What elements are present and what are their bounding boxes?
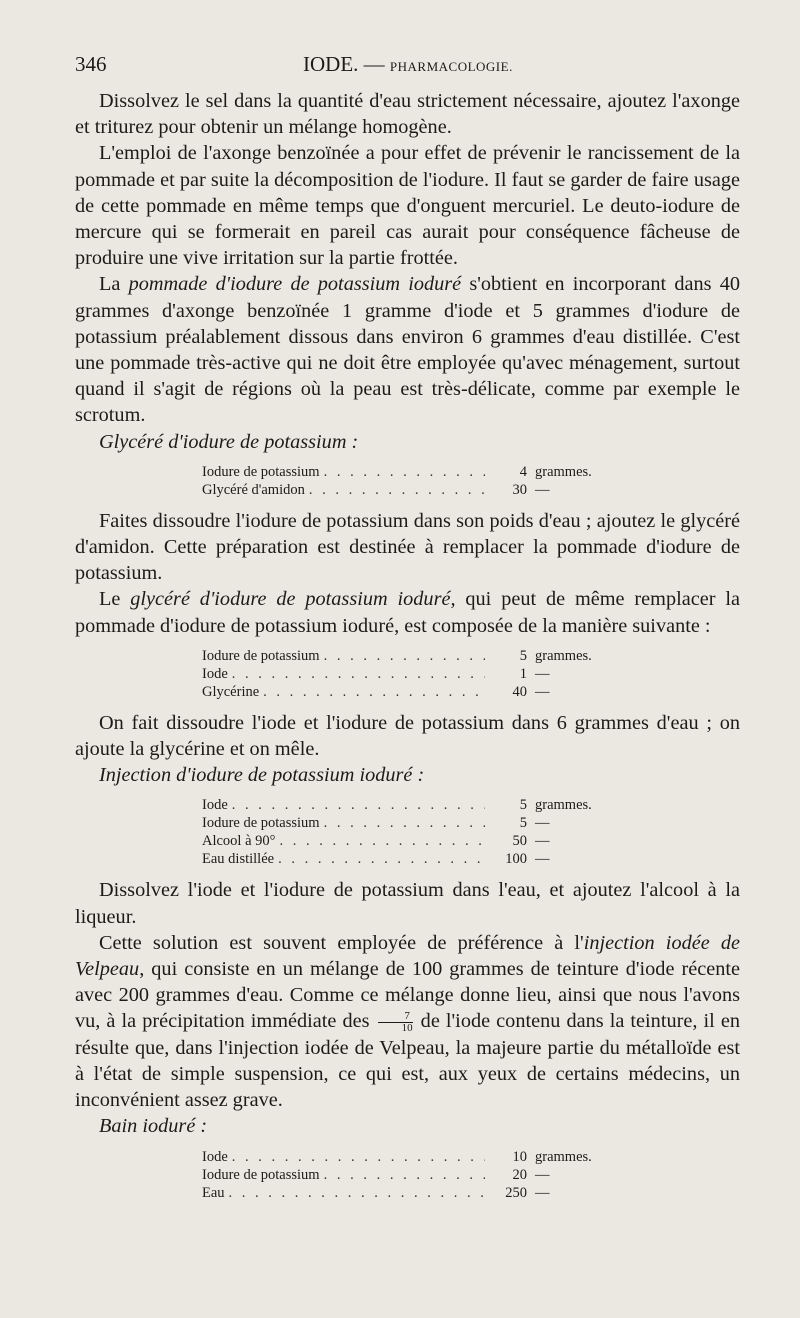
recipe-heading: Injection d'iodure de potassium ioduré : [99, 764, 425, 787]
ingredient-quantity: 20 [512, 1166, 527, 1183]
ingredient-unit: grammes. [535, 1148, 592, 1165]
ingredient-unit: — [535, 815, 550, 832]
ingredient-name: Iode [202, 797, 228, 814]
header-section: PHARMACOLOGIE. [389, 59, 513, 74]
text-run: Cette solution est souvent employée de préférence à l' [99, 931, 584, 954]
ingredient-name: Iodure de potassium [202, 463, 320, 480]
dot-leader [324, 1166, 485, 1184]
ingredient-name: Iodure de potassium [202, 1166, 320, 1183]
ingredient-name: Glycéré d'amidon [202, 481, 305, 498]
dot-leader [279, 832, 485, 850]
recipe-table [202, 463, 607, 499]
ingredient-unit: — [535, 683, 550, 700]
ingredient-name: Eau [202, 1184, 225, 1201]
fraction-numerator: 7 [378, 1011, 413, 1023]
recipe-row [202, 665, 607, 683]
ingredient-unit: grammes. [535, 647, 592, 664]
ingredient-unit: — [535, 1166, 550, 1183]
ingredient-name: Glycérine [202, 683, 260, 700]
ingredient-unit: grammes. [535, 463, 592, 480]
ingredient-quantity: 4 [519, 463, 527, 480]
dot-leader [232, 796, 485, 814]
header-dash: — [363, 52, 385, 76]
ingredient-quantity: 100 [505, 851, 527, 868]
recipe-row [202, 647, 607, 665]
ingredient-unit: — [535, 665, 550, 682]
dot-leader [309, 481, 485, 499]
paragraph: L'emploi de l'axonge benzoïnée a pour effet de prévenir le rancissement de la pommade et par suite la décomposition de l'iodure. Il faut se garder de faire usage de cette pommade en même temps que d'onguent mercuriel. Le deuto-iodure de mercure qui se formerait en pareil cas aurait pour conséquence fâcheuse de produire une vive irritation sur la partie frottée. [75, 142, 740, 270]
page-title [303, 52, 513, 77]
text-run: Le [99, 588, 131, 611]
ingredient-name: Iodure de potassium [202, 815, 320, 832]
recipe-heading: Glycéré d'iodure de potassium : [99, 430, 359, 453]
fraction-denominator: 10 [401, 1022, 413, 1035]
header-title: IODE. [303, 52, 359, 76]
ingredient-unit: — [535, 1184, 550, 1201]
paragraph [75, 930, 740, 1113]
recipe-table [202, 796, 607, 868]
ingredient-quantity: 5 [519, 797, 527, 814]
italic-term: injection iodée de Velpeau [75, 931, 741, 981]
recipe-row [202, 481, 607, 499]
dot-leader [232, 665, 485, 683]
paragraph [75, 271, 740, 428]
dot-leader [324, 647, 485, 665]
ingredient-name: Alcool à 90° [202, 833, 276, 850]
dot-leader [278, 850, 485, 868]
dot-leader [229, 1184, 485, 1202]
text-run: qui peut de même remplacer la pommade d'iodure de potassium ioduré, est composée de la manière suivante : [75, 588, 740, 637]
text-run: La [99, 273, 129, 296]
ingredient-unit: — [535, 833, 550, 850]
ingredient-unit: grammes. [535, 797, 592, 814]
paragraph: Dissolvez l'iode et l'iodure de potassium dans l'eau, et ajoutez l'alcool à la liqueur. [75, 879, 740, 928]
ingredient-quantity: 5 [519, 815, 527, 832]
ingredient-quantity: 50 [512, 833, 527, 850]
paragraph: Dissolvez le sel dans la quantité d'eau strictement nécessaire, ajoutez l'axonge et triturez pour obtenir un mélange homogène. [75, 90, 740, 139]
running-header [75, 52, 740, 80]
text-run: s'obtient en incorporant dans 40 grammes d'axonge benzoïnée 1 gramme d'iode et 5 grammes d'iodure de potassium préalablement dissous dans environ 6 grammes d'eau distillée. C'est une pommade très-active qui ne doit être employée qu'avec ménagement, surtout quand il s'agit de régions où la peau est très-délicate, comme par exemple le scrotum. [75, 273, 740, 427]
ingredient-unit: — [535, 851, 550, 868]
recipe-row [202, 850, 607, 868]
page-body [75, 88, 740, 1211]
paragraph: Faites dissoudre l'iodure de potassium dans son poids d'eau ; ajoutez le glycéré d'amidon. Cette préparation est destinée à remplacer la pommade d'iodure de potassium. [75, 509, 740, 585]
recipe-row [202, 1166, 607, 1184]
text-run: de l'iode contenu dans la teinture, il en résulte que, dans l'injection iodée de Velpeau, la majeure partie du métalloïde est à l'état de simple suspension, ce qui est, aux yeux de certains médecins, un inconvénient assez grave. [75, 1010, 740, 1112]
page-number: 346 [75, 52, 107, 76]
italic-term: pommade d'iodure de potassium ioduré [128, 273, 462, 296]
ingredient-name: Iodure de potassium [202, 647, 320, 664]
ingredient-quantity: 250 [505, 1184, 527, 1201]
dot-leader [263, 683, 485, 701]
text-run: , qui consiste en un mélange de 100 grammes de teinture d'iode récente avec 200 grammes d'eau. Comme ce mélange donne lieu, ainsi que nous l'avons vu, à la précipitation immédiate des [75, 958, 740, 1033]
ingredient-name: Eau distillée [202, 851, 275, 868]
dot-leader [324, 814, 485, 832]
italic-term: glycéré d'iodure de potassium ioduré, [130, 588, 456, 611]
ingredient-unit: — [535, 481, 550, 498]
ingredient-quantity: 1 [519, 665, 527, 682]
ingredient-name: Iode [202, 1148, 228, 1165]
dot-leader [232, 1148, 485, 1166]
ingredient-quantity: 40 [512, 683, 527, 700]
ingredient-quantity: 30 [512, 481, 527, 498]
recipe-row [202, 1148, 607, 1166]
recipe-table [202, 1148, 607, 1202]
paragraph [75, 586, 740, 638]
recipe-row [202, 796, 607, 814]
recipe-table [202, 647, 607, 701]
paragraph: On fait dissoudre l'iode et l'iodure de potassium dans 6 grammes d'eau ; on ajoute la glycérine et on mêle. [75, 711, 740, 761]
recipe-heading: Bain ioduré : [99, 1115, 208, 1138]
recipe-row [202, 683, 607, 701]
recipe-row [202, 1184, 607, 1202]
recipe-row [202, 463, 607, 481]
ingredient-quantity: 10 [512, 1148, 527, 1165]
ingredient-quantity: 5 [519, 647, 527, 664]
fraction [378, 1011, 413, 1034]
recipe-row [202, 814, 607, 832]
dot-leader [324, 463, 485, 481]
ingredient-name: Iode [202, 665, 228, 682]
recipe-row [202, 832, 607, 850]
